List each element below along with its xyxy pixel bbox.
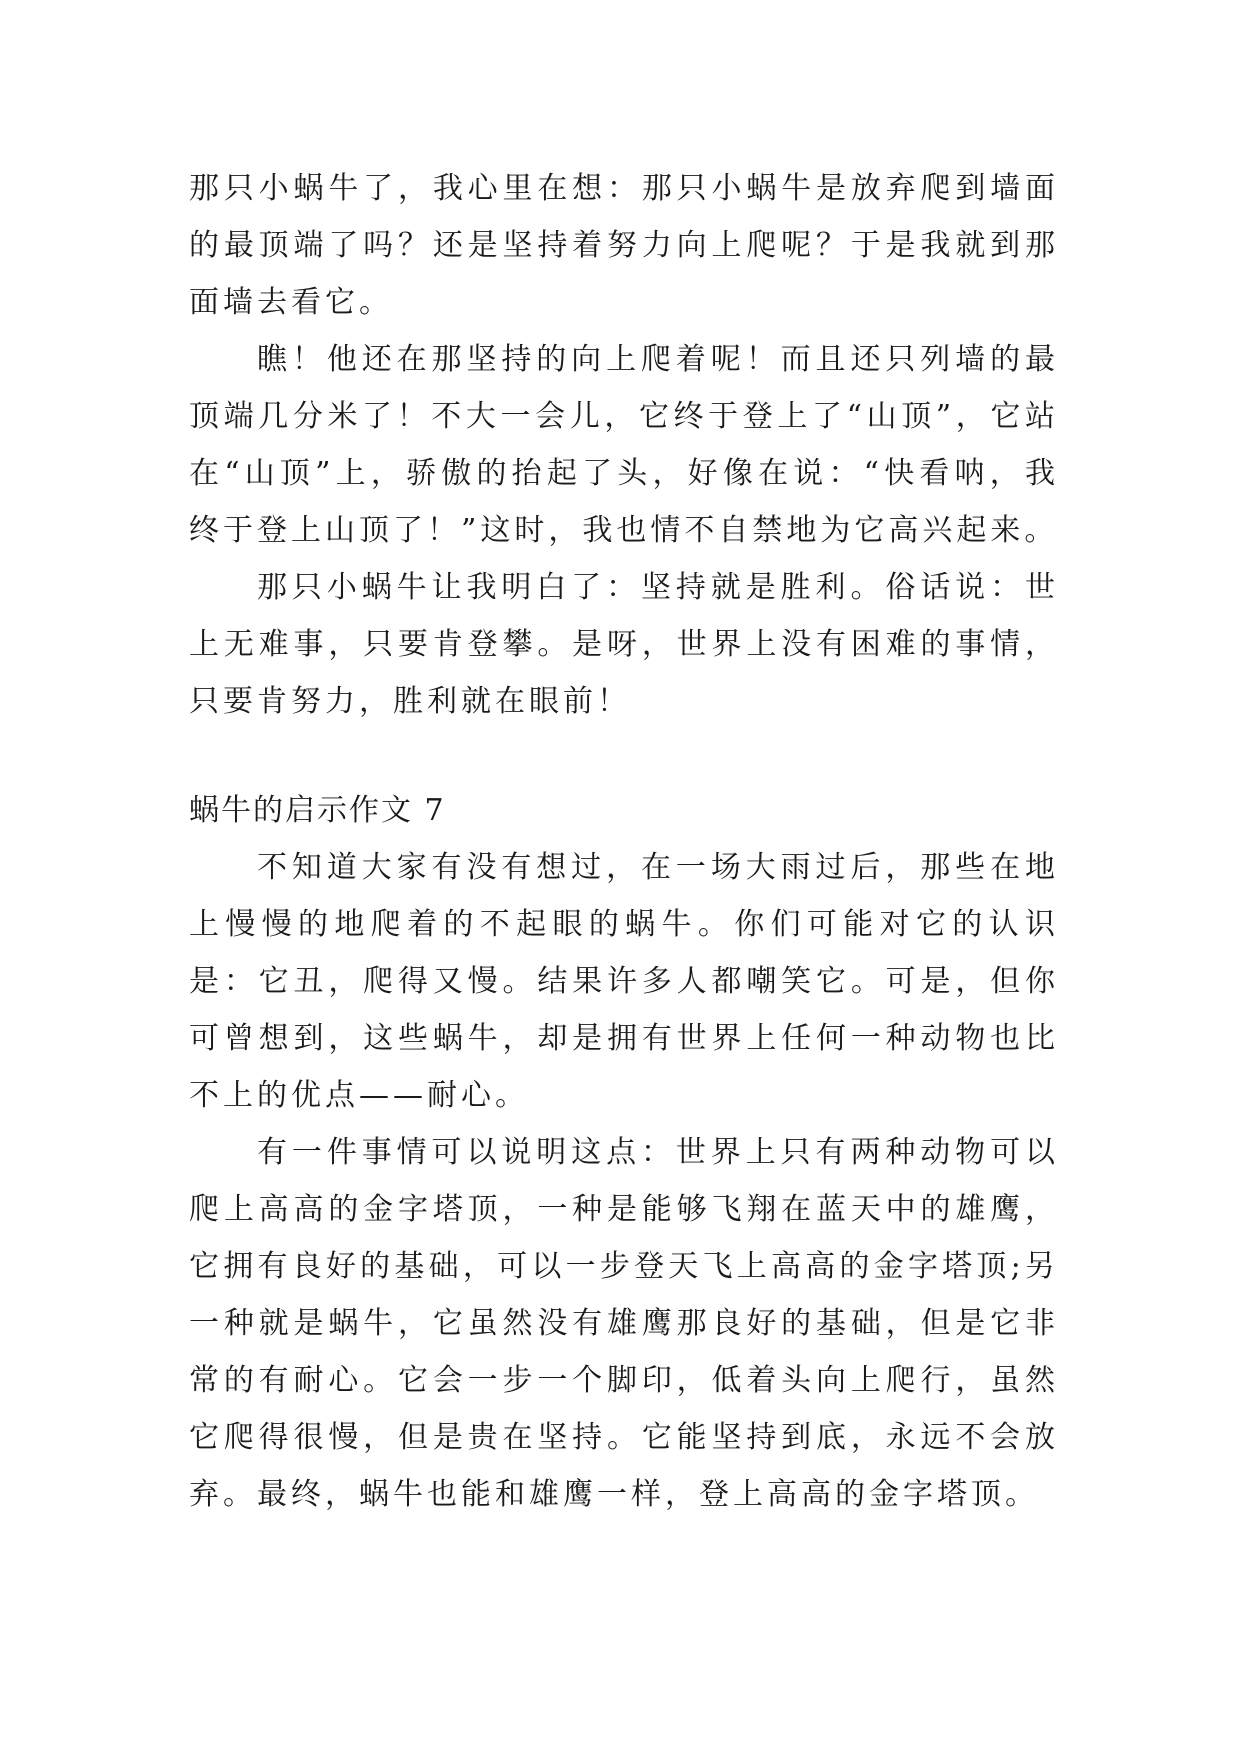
paragraph-snail-patience: 不知道大家有没有想过，在一场大雨过后，那些在地上慢慢的地爬着的不起眼的蜗牛。你们可能对它的认识是：它丑，爬得又慢。结果许多人都嘲笑它。可是，但你可曾想到，这些蜗牛，却是拥有世界上任何一种动物也比不上的优点——耐心。: [189, 850, 1059, 1113]
paragraph-continuation: 那只小蜗牛了，我心里在想：那只小蜗牛是放弃爬到墙面的最顶端了吗？还是坚持着努力向上爬呢？于是我就到那面墙去看它。: [189, 171, 1059, 320]
paragraph-lesson-persistence: 那只小蜗牛让我明白了：坚持就是胜利。俗话说：世上无难事，只要肯登攀。是呀，世界上没有困难的事情，只要肯努力，胜利就在眼前！: [189, 570, 1059, 719]
section-title: 蜗牛的启示作文 7: [189, 793, 446, 828]
paragraph-pyramid-story: 有一件事情可以说明这点：世界上只有两种动物可以爬上高高的金字塔顶，一种是能够飞翔在蓝天中的雄鹰，它拥有良好的基础，可以一步登天飞上高高的金字塔顶;另一种就是蜗牛，它虽然没有雄鹰那良好的基础，但是它非常的有耐心。它会一步一个脚印，低着头向上爬行，虽然它爬得很慢，但是贵在坚持。它能坚持到底，永远不会放弃。最终，蜗牛也能和雄鹰一样，登上高高的金字塔顶。: [189, 1135, 1059, 1512]
paragraph-snail-reaches-top: 瞧！他还在那坚持的向上爬着呢！而且还只列墙的最顶端几分米了！不大一会儿，它终于登上了“山顶”，它站在“山顶”上，骄傲的抬起了头，好像在说：“快看呐，我终于登上山顶了！”这时，我也情不自禁地为它高兴起来。: [189, 342, 1059, 548]
document-body: [189, 160, 1059, 1523]
